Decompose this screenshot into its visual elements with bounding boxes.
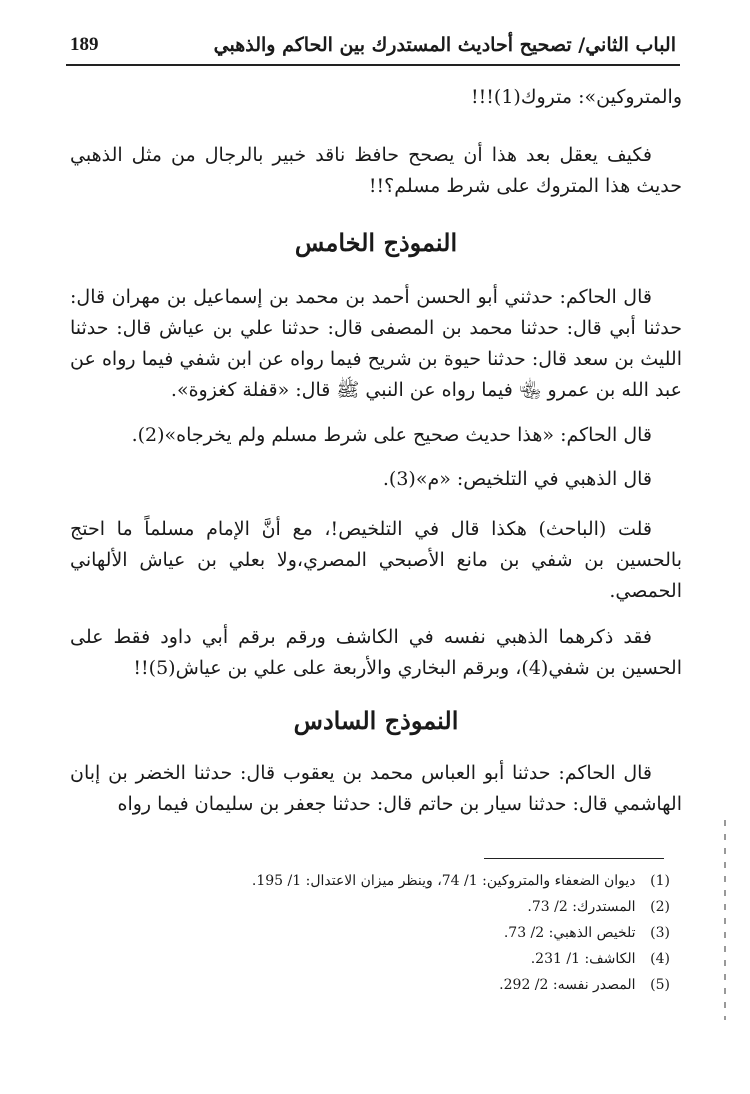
paragraph-8: قال الحاكم: حدثنا أبو العباس محمد بن يعقوب قال: حدثنا الخضر بن إبان الهاشمي قال: حدثنا سيار بن حاتم قال: حدثنا جعفر بن سليمان فيما رواه: [70, 762, 682, 815]
footnote-text: المصدر نفسه: 2/ 292.: [499, 977, 636, 993]
paragraph-7: فقد ذكرهما الذهبي نفسه في الكاشف ورقم برقم أبي داود فقط على الحسين بن شفي(4)، وبرقم البخاري والأربعة على علي بن عياش(5)!!: [70, 626, 682, 679]
footnote-number: (4): [650, 951, 670, 967]
paragraph-6: قلت (الباحث) هكذا قال في التلخيص!، مع أنَّ الإمام مسلماً ما احتج بالحسين بن شفي بن مانع الأصبحي المصري،ولا بعلي بن عياش الألهاني الحمصي.: [70, 518, 682, 602]
footnote-number: (2): [650, 899, 670, 915]
footnote-text: الكاشف: 1/ 231.: [530, 951, 636, 967]
footnotes: [210, 868, 670, 998]
footnote-item: [210, 920, 670, 946]
section-heading-sixth: النموذج السادس: [293, 706, 459, 735]
paragraph-3: قال الحاكم: حدثني أبو الحسن أحمد بن محمد بن إسماعيل بن مهران قال: حدثنا أبي قال: حدثنا محمد بن المصفى قال: حدثنا علي بن عياش قال: حدثنا الليث بن سعد قال: حدثنا حيوة بن شريح فيما رواه عن ابن شفي فيما رواه عن عبد الله بن عمرو ﵄ فيما رواه عن النبي ﷺ قال: «قفلة كغزوة».: [70, 286, 682, 401]
footnote-text: تلخيص الذهبي: 2/ 73.: [503, 925, 636, 941]
footnote-number: (5): [650, 977, 670, 993]
page-header: [66, 30, 676, 66]
scan-edge-marks: [724, 820, 726, 1020]
footnote-number: (1): [650, 873, 670, 889]
footnote-number: (3): [650, 925, 670, 941]
footnote-item: [210, 868, 670, 894]
header-divider: [66, 64, 680, 66]
chapter-title: الباب الثاني/ تصحيح أحاديث المستدرك بين الحاكم والذهبي: [213, 34, 676, 56]
section-heading-fifth: النموذج الخامس: [294, 228, 458, 257]
footnote-text: المستدرك: 2/ 73.: [527, 899, 636, 915]
page-number: 189: [70, 34, 99, 55]
paragraph-5: قال الذهبي في التلخيص: «م»(3).: [382, 468, 652, 490]
paragraph-2: فكيف يعقل بعد هذا أن يصحح حافظ ناقد خبير بالرجال من مثل الذهبي حديث هذا المتروك على شرط مسلم؟!!: [70, 144, 682, 197]
footnote-text: ديوان الضعفاء والمتروكين: 1/ 74، وينظر ميزان الاعتدال: 1/ 195.: [251, 873, 636, 889]
paragraph-1: والمتروكين»: متروك(1)!!!: [471, 86, 682, 108]
footnote-item: [210, 894, 670, 920]
footnote-item: [210, 972, 670, 998]
paragraph-4: قال الحاكم: «هذا حديث صحيح على شرط مسلم ولم يخرجاه»(2).: [131, 424, 652, 446]
footnote-item: [210, 946, 670, 972]
footnote-divider: [484, 858, 664, 859]
